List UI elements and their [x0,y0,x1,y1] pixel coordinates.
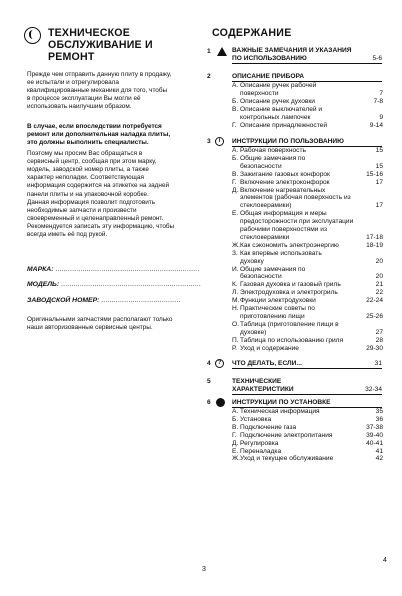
section-number: 3 [207,138,211,145]
page-number-right: 4 [383,557,387,564]
left-title-line: ОБСЛУЖИВАНИЕ И [48,39,153,51]
toc-item[interactable]: Л. Электродуховка и электрогриль 22 [232,289,383,297]
divider [232,368,382,369]
section-number: 2 [207,73,211,80]
section-title: ОПИСАНИЕ ПРИБОРА [232,73,305,80]
section-number: 1 [207,48,211,55]
text-line: В случае, если впоследствии потребуется [27,123,162,130]
serial-dots: ...................................... [101,297,181,304]
toc-item[interactable]: К. Газовая духовка и газовый гриль 21 [232,281,383,289]
section-title: ИНСТРУКЦИИ ПО ПОЛЬЗОВАНИЮ [232,138,344,145]
service-paragraph-end [27,191,185,199]
toc-item[interactable]: Н.Практические советы по приготовлению пищи 25-26 [232,305,383,320]
left-title [48,27,188,63]
contents-title: СОДЕРЖАНИЕ [212,27,292,39]
toc-item[interactable]: В. Зажигание газовых конфорок 15-16 [232,170,383,178]
text-line: это должны выполнить специалисты. [27,139,149,147]
toc-item[interactable]: В. Подключение газа 37-38 [232,423,383,431]
model-dots: ................................................................... [61,281,201,288]
text-line: Прежде чем отправить данную плиту в продажу, [27,71,172,78]
toc-item[interactable]: Б. Установка 36 [232,415,383,423]
text-line: сервисный центр, сообщая при этом марку, [27,158,157,166]
original-parts-paragraph [27,316,185,332]
toc-item[interactable]: А. Техническая информация 35 [232,408,383,415]
text-line: использовать наилучшим образом. [27,103,132,111]
question-icon: ? [215,359,224,368]
section-title: ЧТО ДЕЛАТЬ, ЕСЛИ... [232,360,302,367]
usage-icon: i [215,137,224,146]
text-line: квалифицированные механики для того, чтобы [27,87,168,95]
text-line: ремонт или дополнительная наладка плиты, [27,131,171,139]
text-line: своевременный и целенаправленный ремонт. [27,215,164,223]
toc-item[interactable]: Г. Описание принадлежностей 9-14 [232,122,383,129]
text-line: характер неполадки. Соответствующая [27,174,144,182]
service-paragraph [27,150,185,190]
toc-item[interactable]: Г. Включение электроконфорок 17 [232,178,383,186]
toc-item[interactable]: Е. Общая информация и меры предосторожности при эксплуатации рабочими поверхностями из стеклокерамики 17-18 [232,210,383,241]
text-line: Рекомендуется записать эту информацию, чтобы [27,223,175,231]
text-line: панели плиты и на упаковочной коробке. [27,191,149,198]
install-icon [216,398,225,407]
divider [232,63,382,64]
toc-item[interactable]: Б. Общие замечания по безопасности 15 [232,154,383,170]
toc-item[interactable]: Е. Переналадка 41 [232,447,383,455]
serial-label: ЗАВОДСКОЙ НОМЕР: [27,297,100,304]
divider [232,394,382,395]
text-line: Поэтому мы просим Вас обращаться в [27,150,143,157]
text-line: Оригинальными запчастями располагают только [27,316,173,323]
brand-field [27,266,199,273]
model-label: МОДЕЛЬ: [27,281,60,288]
toc-item[interactable]: Ж.Как сэкономить электроэнергию 18-19 [232,241,383,249]
service-icon [24,27,41,44]
toc-item[interactable]: Д. Регулировка 40-41 [232,439,383,447]
text-line: Данная информация позволит подготовить [27,199,156,206]
toc-item[interactable]: А. Рабочая поверхность 15 [232,147,383,154]
toc-item[interactable]: Ж.Уход и текущее обслуживание 42 [232,455,383,463]
section-title: ТЕХНИЧЕСКИЕ ХАРАКТЕРИСТИКИ [232,378,294,393]
toc-item[interactable]: Р. Уход и содержание 29-30 [232,344,383,352]
section-title: ИНСТРУКЦИИ ПО УСТАНОВКЕ [232,399,331,406]
toc-item[interactable]: О.Таблица (приготовление пищи в духовке) 27 [232,320,383,336]
toc-item[interactable]: Б. Описание ручек духовки 7-8 [232,98,383,105]
section-number: 4 [207,360,211,367]
intro-paragraph [27,71,185,111]
left-title-line: ТЕХНИЧЕСКОЕ [48,27,130,39]
text-line: необходимые запчасти и произвести [27,207,137,215]
toc-item[interactable]: И.Общие замечания по безопасности 20 [232,265,383,281]
text-line: ее испытали и отрегулировала [27,79,119,87]
section-pages: 5-6 [372,55,382,62]
toc-item[interactable]: Г. Подключение электропитания 39-40 [232,431,383,439]
section-pages: 31 [374,360,382,367]
parts-paragraph [27,199,185,239]
text-line: модель, заводской номер плиты, а также [27,166,149,174]
left-title-line: РЕМОНТ [48,51,95,63]
text-line: информация содержится на этикетке на задней [27,182,170,190]
text-line: в процессе эксплуатации Вы могли её [27,95,141,103]
page-number-left: 3 [202,566,206,573]
warning-icon [217,47,227,56]
section-title: ВАЖНЫЕ ЗАМЕЧАНИЯ И УКАЗАНИЯ ПО ИСПОЛЬЗОВАНИЮ [232,47,352,62]
toc-item[interactable]: Д. Включение нагревательных элементов (рабочая поверхность из стеклокерамики) 17 [232,186,383,210]
brand-label: МАРКА: [27,266,54,273]
serial-field [27,297,181,304]
toc-item[interactable]: З. Как впервые использовать духовку 20 [232,249,383,265]
text-line: всегда иметь её под рукой. [27,231,108,239]
toc-item[interactable]: В. Описание выключателей и контрольных лампочек 9 [232,106,383,121]
section-pages: 32-34 [365,386,382,393]
text-line: наши авторизованные сервисные центры. [27,324,153,332]
section-number: 5 [207,378,211,385]
warning-paragraph [27,123,185,147]
brand-dots: ..................................................................... [55,266,200,273]
model-field [27,281,201,288]
toc-item[interactable]: А. Описание ручек рабочей поверхности 7 [232,82,383,97]
section-number: 6 [207,399,211,406]
toc-item[interactable]: П.Таблица по использованию гриля 28 [232,336,383,344]
toc-item[interactable]: М.Функции электродуховки 22-24 [232,297,383,305]
